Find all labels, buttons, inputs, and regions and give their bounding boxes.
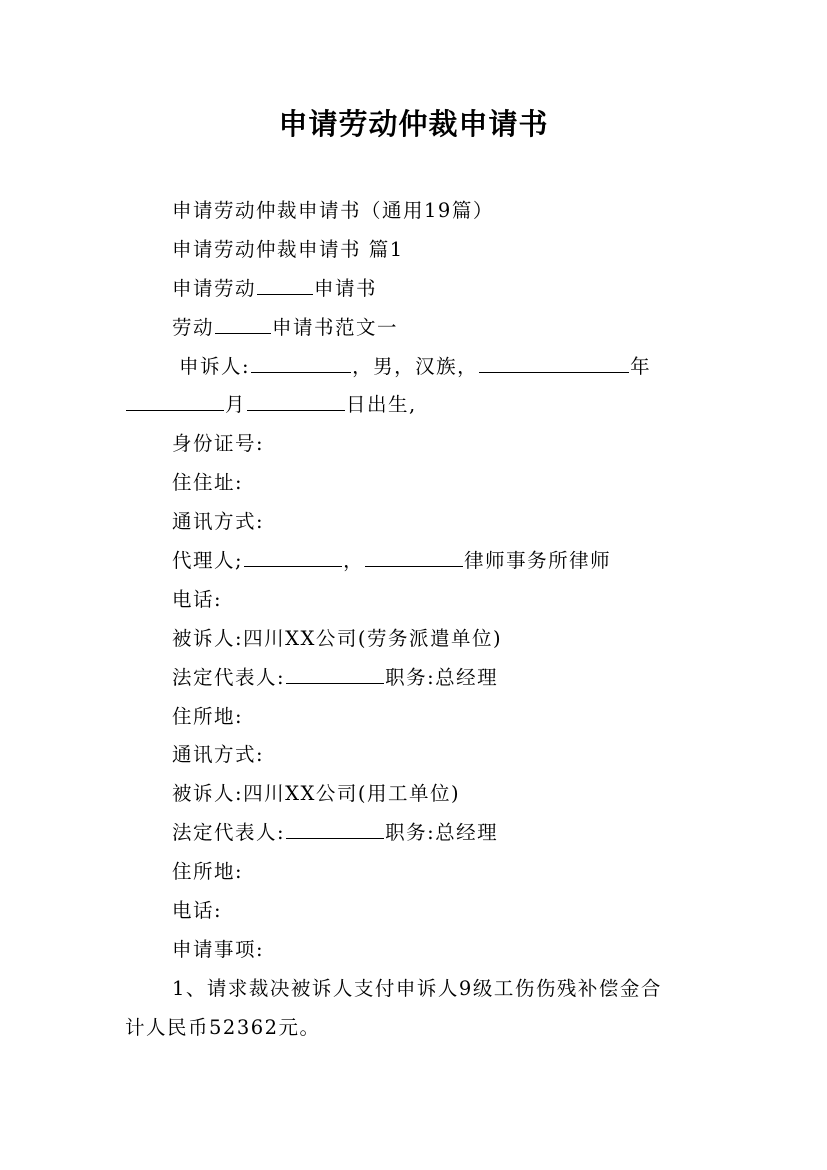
text-line	[125, 348, 705, 387]
text-run: 劳动	[172, 315, 215, 339]
text-line	[125, 931, 705, 970]
fill-blank	[479, 352, 629, 373]
text-run: 被诉人:四川XX公司(用工单位)	[172, 782, 461, 806]
text-run: 1、请求裁决被诉人支付申诉人9级工伤伤残补偿金合	[172, 976, 662, 1000]
text-line	[125, 659, 705, 698]
text-run: 计人民币52362元。	[125, 1015, 321, 1039]
text-run: 日出生,	[346, 393, 417, 417]
text-run: 住住址:	[172, 471, 244, 495]
text-run: 月	[225, 393, 247, 417]
text-line	[125, 542, 705, 581]
text-line	[125, 736, 705, 775]
text-line	[125, 1009, 705, 1048]
text-line	[125, 386, 705, 425]
text-run: 法定代表人:	[172, 821, 286, 845]
text-line	[125, 192, 705, 231]
text-line	[125, 970, 705, 1009]
document-title: 申请劳动仲裁申请书	[278, 107, 549, 141]
fill-blank	[126, 390, 224, 411]
text-line	[125, 464, 705, 503]
text-run: 法定代表人:	[172, 665, 286, 689]
text-run: 住所地:	[172, 860, 244, 884]
text-run: 通讯方式:	[172, 510, 265, 534]
text-run: ，	[343, 549, 365, 573]
text-run: 申请书	[314, 276, 378, 300]
text-run: 申请劳动仲裁申请书 篇1	[172, 237, 404, 261]
text-run: 申请事项:	[172, 937, 265, 961]
fill-blank	[286, 818, 384, 839]
text-run: 电话:	[172, 587, 223, 611]
fill-blank	[244, 546, 342, 567]
text-line	[125, 892, 705, 931]
fill-blank	[251, 352, 351, 373]
text-run: 律师事务所律师	[464, 549, 612, 573]
fill-blank	[286, 663, 384, 684]
text-line	[125, 231, 705, 270]
text-line	[125, 503, 705, 542]
fill-blank	[257, 274, 313, 295]
text-run: 申请书范文一	[272, 315, 399, 339]
text-line	[125, 814, 705, 853]
document-body	[125, 192, 705, 1048]
text-line	[125, 425, 705, 464]
text-run: 年	[630, 354, 652, 378]
text-run: ，男，汉族，	[352, 354, 479, 378]
text-run: 代理人;	[172, 549, 244, 573]
text-run: 身份证号:	[172, 432, 265, 456]
text-line	[125, 853, 705, 892]
text-run: 职务:总经理	[385, 665, 499, 689]
text-line	[125, 698, 705, 737]
fill-blank	[215, 313, 271, 334]
text-line	[125, 620, 705, 659]
text-run: 申诉人:	[179, 354, 251, 378]
fill-blank	[365, 546, 463, 567]
text-line	[125, 270, 705, 309]
text-run: 电话:	[172, 899, 223, 923]
text-run: 住所地:	[172, 704, 244, 728]
text-run: 申请劳动	[172, 276, 257, 300]
text-line	[125, 309, 705, 348]
text-line	[125, 581, 705, 620]
text-run: 被诉人:四川XX公司(劳务派遣单位)	[172, 626, 503, 650]
fill-blank	[247, 390, 345, 411]
text-run: 职务:总经理	[385, 821, 499, 845]
text-run: 申请劳动仲裁申请书（通用19篇）	[172, 199, 494, 222]
text-run: 通讯方式:	[172, 743, 265, 767]
text-line	[125, 775, 705, 814]
